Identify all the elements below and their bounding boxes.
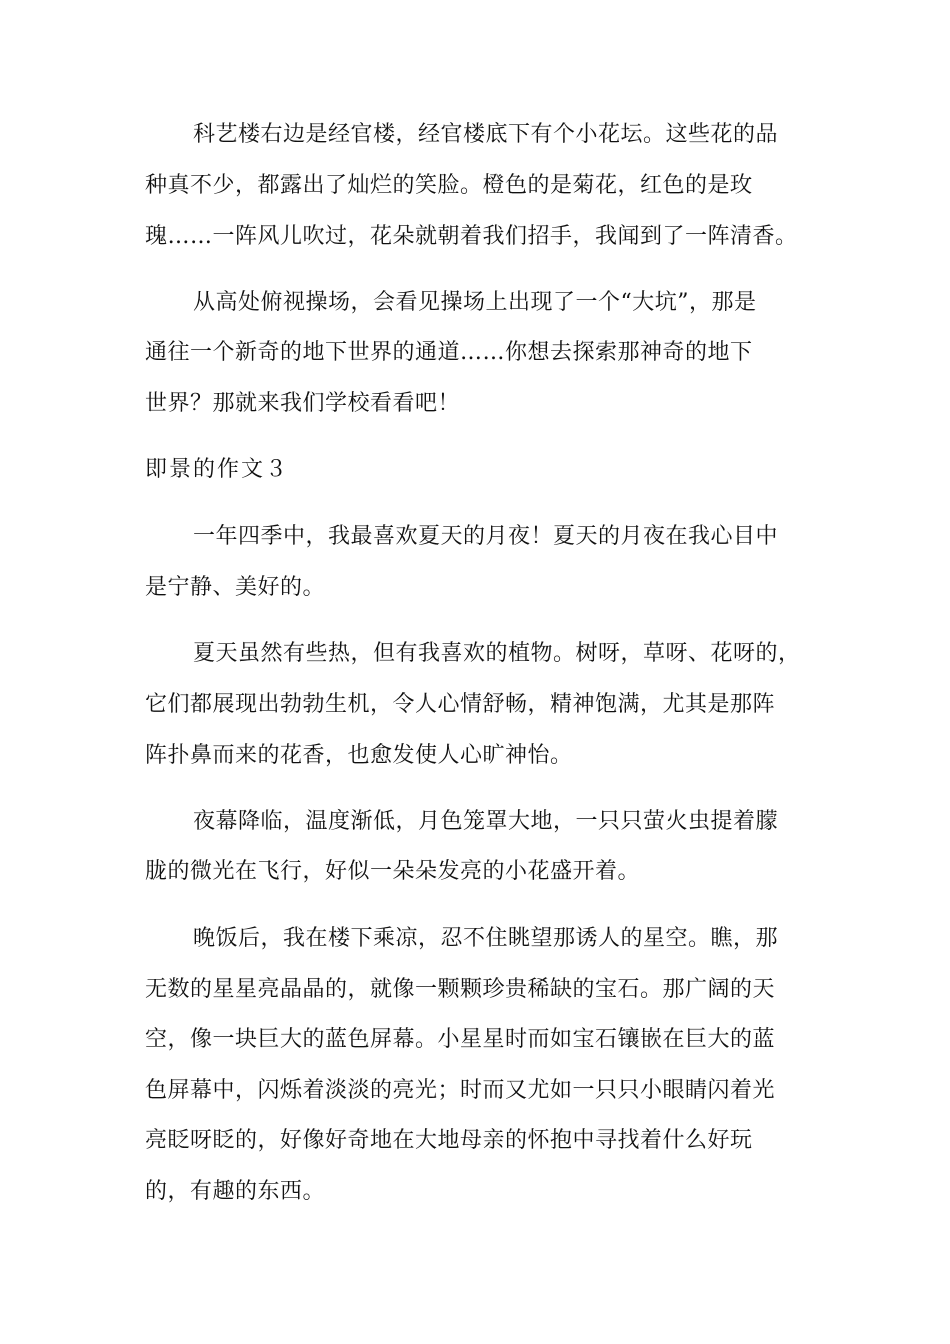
paragraph-line: 无数的星星亮晶晶的，就像一颗颗珍贵稀缺的宝石。那广阔的天 (145, 977, 776, 1002)
paragraph-line: 阵扑鼻而来的花香，也愈发使人心旷神怡。 (145, 743, 573, 768)
paragraph-line: 通往一个新奇的地下世界的通道……你想去探索那神奇的地下 (145, 340, 753, 365)
paragraph-line: 一年四季中，我最喜欢夏天的月夜！夏天的月夜在我心目中 (193, 524, 779, 549)
paragraph-line: 世界？那就来我们学校看看吧！ (145, 391, 461, 416)
paragraph-line: 夏天虽然有些热，但有我喜欢的植物。树呀，草呀、花呀的， (193, 641, 801, 666)
paragraph-line: 空，像一块巨大的蓝色屏幕。小星星时而如宝石镶嵌在巨大的蓝 (145, 1027, 776, 1052)
paragraph-line: 种真不少，都露出了灿烂的笑脸。橙色的是菊花，红色的是玫 (145, 173, 753, 198)
paragraph-line: 晚饭后，我在楼下乘凉，忍不住眺望那诱人的星空。瞧，那 (193, 926, 779, 951)
section-heading: 即景的作文３ (145, 457, 290, 482)
paragraph-line: 色屏幕中，闪烁着淡淡的亮光；时而又尤如一只只小眼睛闪着光 (145, 1078, 776, 1103)
paragraph-line: 胧的微光在飞行，好似一朵朵发亮的小花盛开着。 (145, 859, 641, 884)
paragraph-line: 的，有趣的东西。 (145, 1179, 326, 1204)
paragraph-line: 是宁静、美好的。 (145, 575, 326, 600)
paragraph-line: 瑰……一阵风儿吹过，花朵就朝着我们招手，我闻到了一阵清香。 (145, 224, 798, 249)
paragraph-line: 它们都展现出勃勃生机，令人心情舒畅，精神饱满，尤其是那阵 (145, 692, 776, 717)
paragraph-line: 夜幕降临，温度渐低，月色笼罩大地，一只只萤火虫提着朦 (193, 809, 779, 834)
paragraph-line: 科艺楼右边是经官楼，经官楼底下有个小花坛。这些花的品 (193, 122, 779, 147)
paragraph-line: 亮眨呀眨的，好像好奇地在大地母亲的怀抱中寻找着什么好玩 (145, 1128, 753, 1153)
paragraph-line: 从高处俯视操场，会看见操场上出现了一个“大坑”，那是 (193, 290, 757, 315)
